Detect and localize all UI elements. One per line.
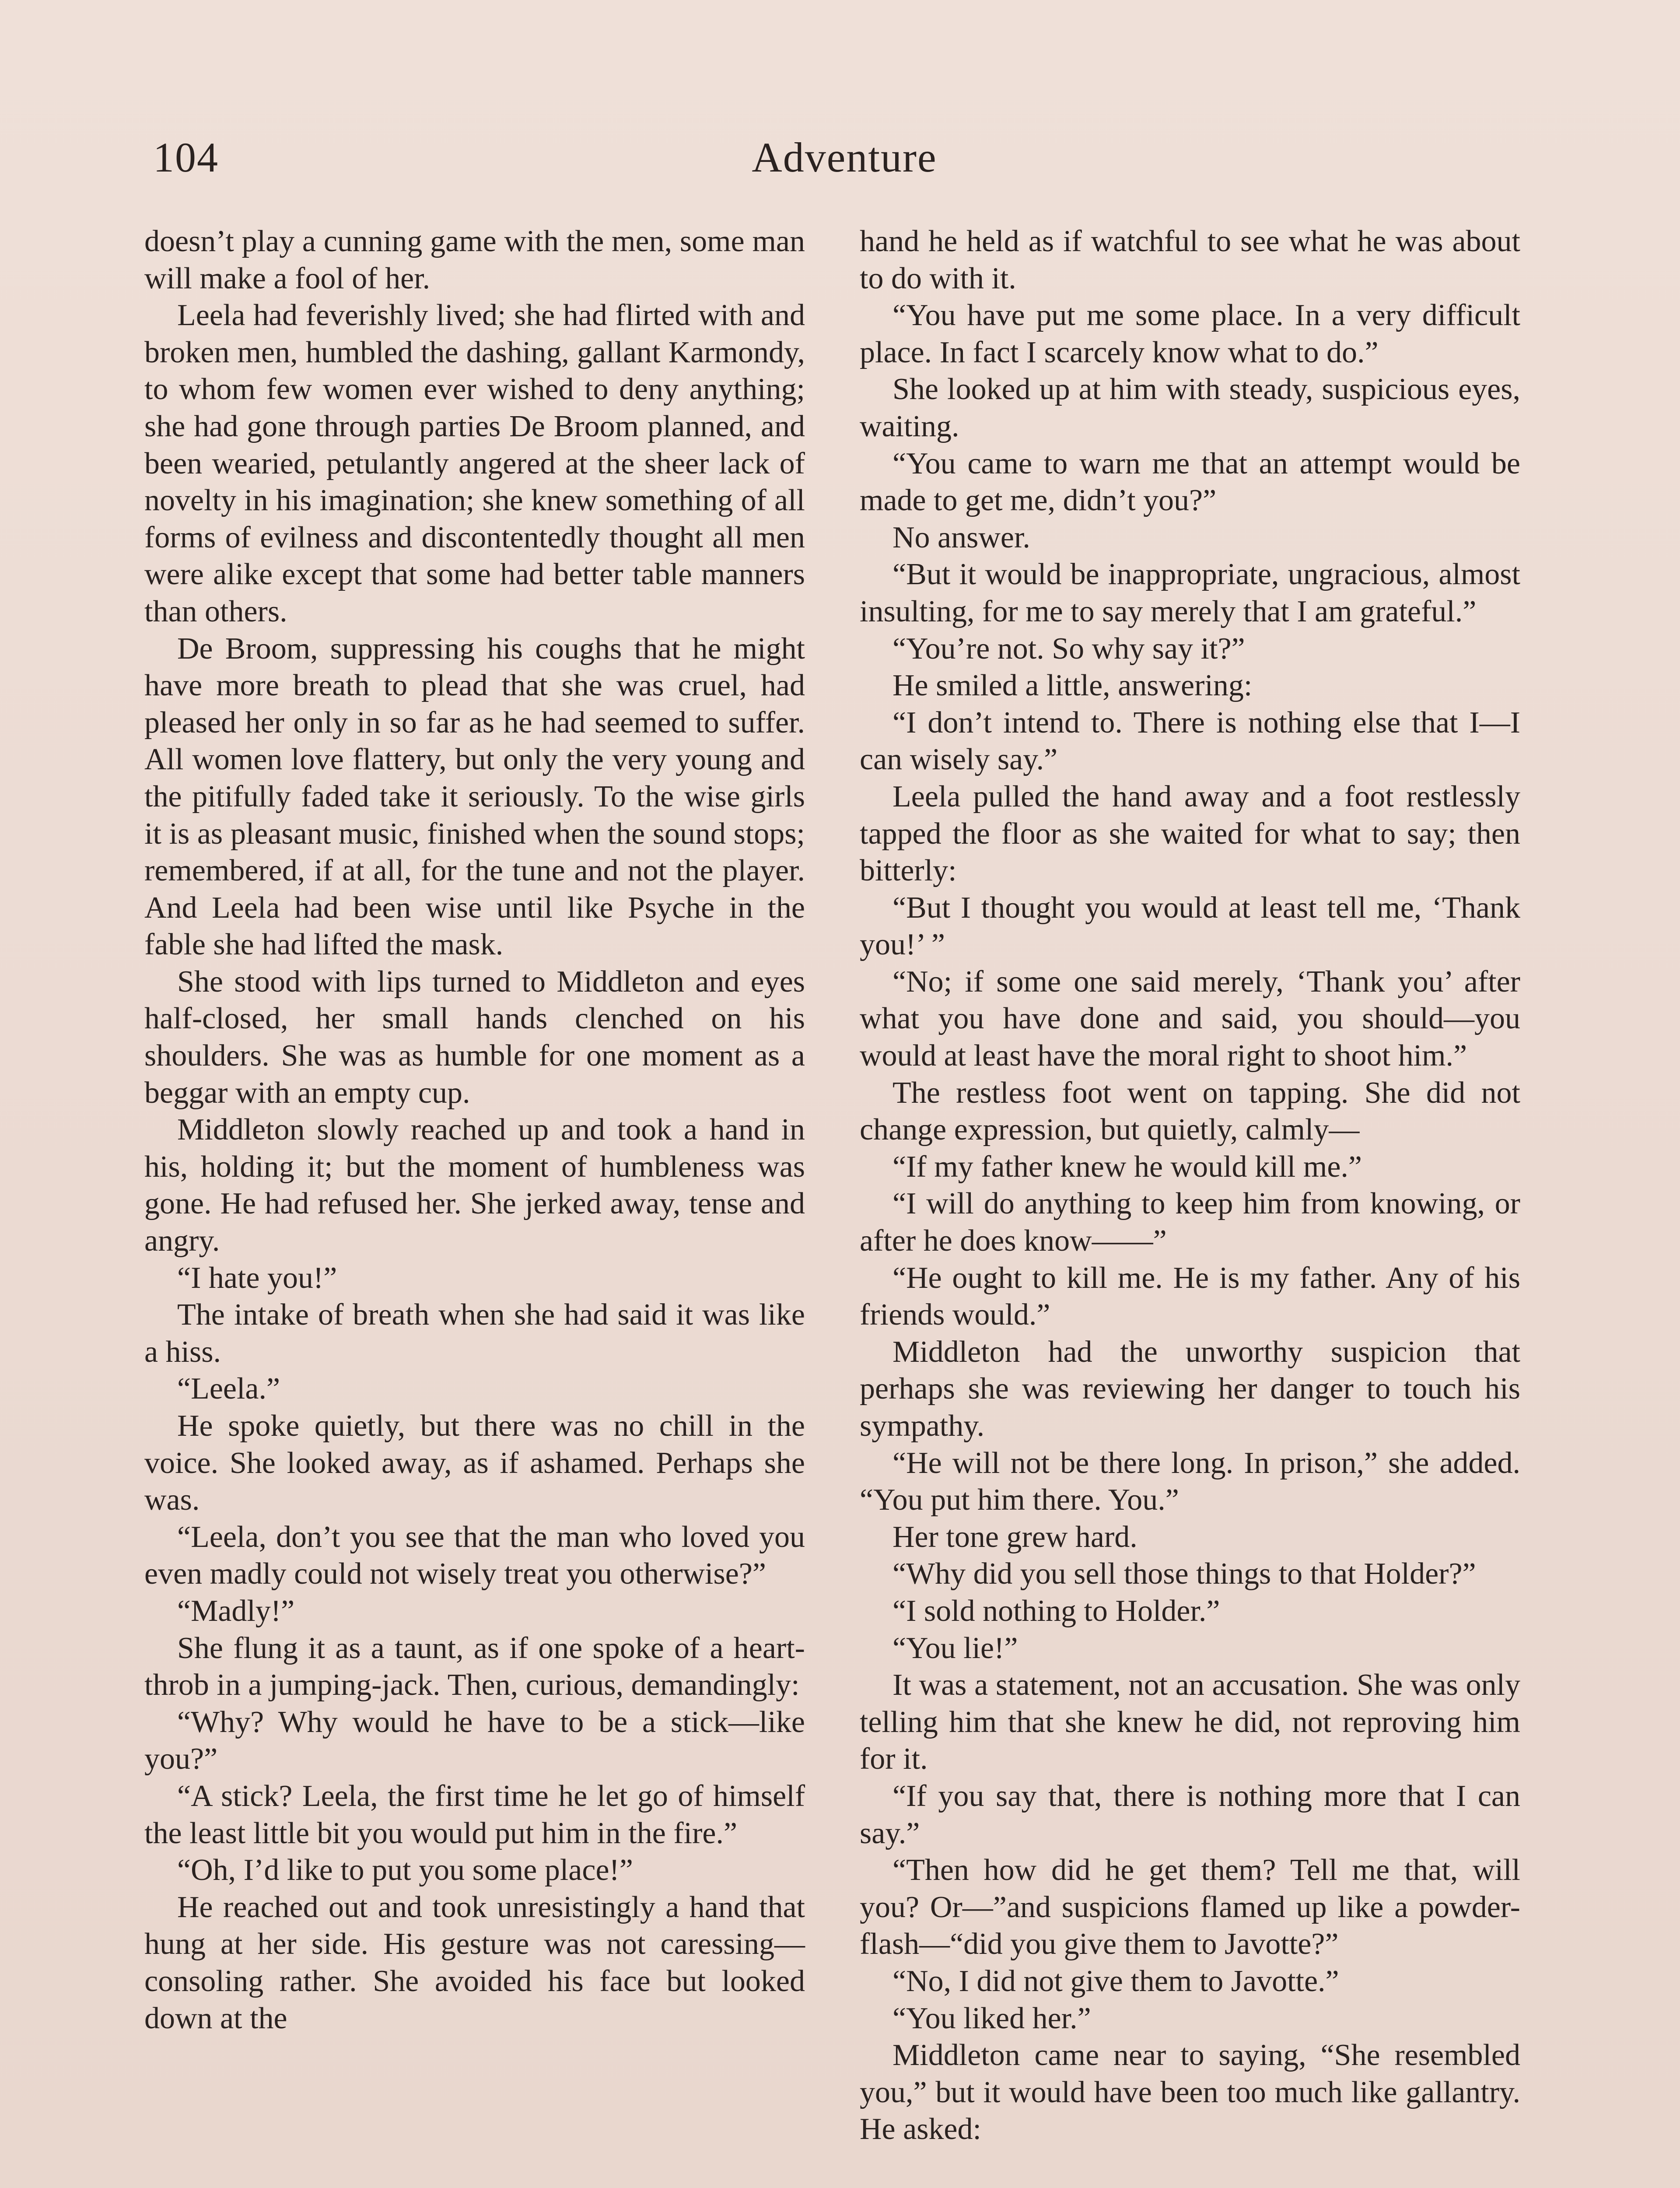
paragraph: Middleton had the unworthy suspicion that perhaps she was reviewing her danger to touch his sympathy. [860,1335,1520,1443]
paragraph: “Madly!” [177,1594,295,1628]
paragraph: She flung it as a taunt, as if one spoke of a heart-throb in a jumping-jack. Then, curious, demandingly: [144,1631,805,1702]
paragraph: “Why? Why would he have to be a stick—like you?” [144,1705,805,1776]
right-column [860,223,1520,2148]
paragraph: The restless foot went on tapping. She did not change expression, but quietly, calmly— [860,1076,1520,1147]
paragraph: De Broom, suppressing his coughs that he might have more breath to plead that she was cruel, had pleased her only in so far as he had seemed to suffer. All women love flattery, but only the very young and the pitifully faded take it seriously. To the wise girls it is as pleasant music, finished when the sound stops; remembered, if at all, for the tune and not the player. And Leela had been wise until like Psyche in the fable she had lifted the mask. [144,631,805,962]
paragraph: She looked up at him with steady, suspicious eyes, waiting. [860,372,1520,443]
page-header [153,131,1536,184]
paragraph: No answer. [892,520,1030,554]
paragraph: Leela pulled the hand away and a foot restlessly tapped the floor as she waited for what to say; then bitterly: [860,779,1520,888]
paragraph: “You have put me some place. In a very difficult place. In fact I scarcely know what to do.” [860,298,1520,369]
running-head: Adventure [752,134,937,181]
paragraph: She stood with lips turned to Middleton and eyes half-closed, her small hands clenched on his shoulders. She was as humble for one moment as a beggar with an empty cup. [144,964,805,1110]
paragraph: “I don’t intend to. There is nothing else that I—I can wisely say.” [860,705,1520,777]
paragraph: “But I thought you would at least tell me, ‘Thank you!’ ” [860,891,1520,962]
paragraph: “I hate you!” [177,1261,337,1295]
paragraph: “You lie!” [892,1631,1018,1665]
paragraph: “Oh, I’d like to put you some place!” [177,1853,633,1887]
paragraph: “He will not be there long. In prison,” she added. “You put him there. You.” [860,1446,1520,1517]
paragraph: He reached out and took unresistingly a hand that hung at her side. His gesture was not caressing—consoling rather. She avoided his face but looked down at the [144,1890,805,2035]
paragraph: “No; if some one said merely, ‘Thank you’ after what you have done and said, you should—you would at least have the moral right to shoot him.” [860,964,1520,1073]
paragraph: “Leela.” [177,1372,280,1406]
paragraph: He spoke quietly, but there was no chill in the voice. She looked away, as if ashamed. Perhaps she was. [144,1409,805,1517]
paragraph: “You’re not. So why say it?” [892,631,1245,666]
paragraph: “I sold nothing to Holder.” [892,1594,1220,1628]
paragraph: “You liked her.” [892,2001,1091,2035]
paragraph: “You came to warn me that an attempt would be made to get me, didn’t you?” [860,446,1520,518]
page-number: 104 [153,134,219,181]
paragraph: Her tone grew hard. [892,1520,1138,1554]
paragraph: He smiled a little, answering: [892,669,1253,703]
paragraph: Leela had feverishly lived; she had flirted with and broken men, humbled the dashing, gallant Karmondy, to whom few women ever wished to deny anything; she had gone through parties De Broom planned, and been wearied, petulantly angered at the sheer lack of novelty in his imagination; she knew something of all forms of evilness and discontentedly thought all men were alike except that some had better table manners than others. [144,298,805,628]
paragraph: It was a statement, not an accusation. She was only telling him that she knew he did, not reproving him for it. [860,1668,1520,1776]
paragraph: “Then how did he get them? Tell me that, will you? Or—”and suspicions flamed up like a powder-flash—“did you give them to Javotte?” [860,1853,1520,1961]
paragraph: “I will do anything to keep him from knowing, or after he does know——” [860,1187,1520,1258]
paragraph: The intake of breath when she had said it was like a hiss. [144,1298,805,1369]
paragraph: “If you say that, there is nothing more that I can say.” [860,1779,1520,1850]
paragraph: “If my father knew he would kill me.” [892,1150,1362,1184]
paragraph: “He ought to kill me. He is my father. Any of his friends would.” [860,1261,1520,1332]
paragraph: doesn’t play a cunning game with the men, some man will make a fool of her. [144,224,805,295]
paragraph: “No, I did not give them to Javotte.” [892,1964,1339,1998]
paragraph: “Why did you sell those things to that Holder?” [892,1557,1476,1591]
paragraph: Middleton slowly reached up and took a hand in his, holding it; but the moment of humbleness was gone. He had refused her. She jerked away, tense and angry. [144,1113,805,1258]
paragraph: hand he held as if watchful to see what he was about to do with it. [860,224,1520,295]
paragraph: “A stick? Leela, the first time he let go of himself the least little bit you would put him in the fire.” [144,1779,805,1850]
paragraph: Middleton came near to saying, “She resembled you,” but it would have been too much like gallantry. He asked: [860,2038,1520,2146]
left-column [144,223,805,2037]
paragraph: “Leela, don’t you see that the man who loved you even madly could not wisely treat you otherwise?” [144,1520,805,1591]
paragraph: “But it would be inappropriate, ungracious, almost insulting, for me to say merely that I am grateful.” [860,558,1520,628]
